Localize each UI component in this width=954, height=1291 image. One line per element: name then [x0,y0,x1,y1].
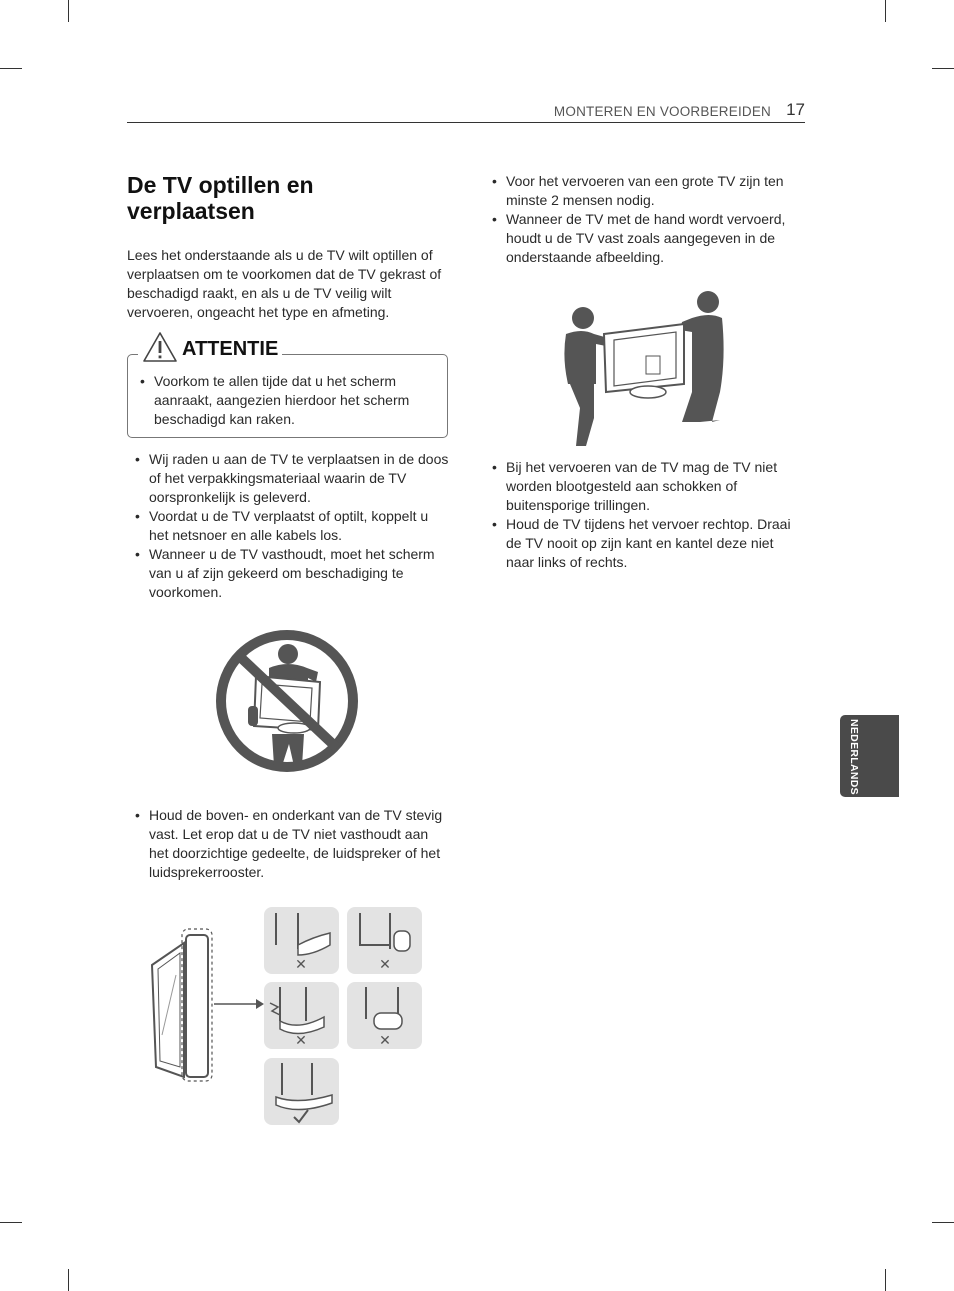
grip-positions-illustration [148,905,428,1130]
page-number: 17 [786,100,805,119]
list-item: • Wanneer de TV met de hand wordt vervoerd, houdt u de TV vast zoals aangegeven in de onderstaande afbeelding. [492,210,802,267]
grip-panel-correct [264,1058,339,1125]
crop-mark [68,1269,69,1291]
crop-mark [885,1269,886,1291]
list-item: • Voordat u de TV verplaatst of optilt, koppelt u het netsnoer en alle kabels los. [135,507,450,545]
attention-label: ATTENTIE [182,338,279,360]
two-person-carry-illustration [560,288,730,448]
grip-panel-wrong-3 [264,982,339,1049]
crop-mark [0,1222,22,1223]
grip-panel-wrong-4 [347,982,422,1049]
section-title: MONTEREN EN VOORBEREIDEN [553,104,771,119]
list-item: • Houd de TV tijdens het vervoer rechtop. Draai de TV nooit op zijn kant en kantel deze niet naar links of rechts. [492,515,802,572]
grip-panel-wrong-1 [264,907,339,974]
crop-mark [68,0,69,22]
page-header [127,100,805,123]
language-tab [840,715,899,797]
list-item: • Wij raden u aan de TV te verplaatsen in de doos of het verpakkingsmateriaal waarin de TV oorspronkelijk is geleverd. [135,450,450,507]
handling-list [135,450,450,602]
crop-mark [932,68,954,69]
page-title: De TV optillen en verplaatsen [127,172,314,224]
list-item: • Bij het vervoeren van de TV mag de TV niet worden blootgesteld aan schokken of buitensporige trillingen. [492,458,802,515]
list-item: • Voorkom te allen tijde dat u het scherm aanraakt, aangezien hierdoor het scherm beschadigd kan raken. [140,372,440,429]
wrong-carry-illustration [212,626,362,776]
crop-mark [932,1222,954,1223]
grip-panel-wrong-2 [347,907,422,974]
warning-triangle-icon [142,331,178,363]
transport-list [492,458,802,572]
intro-paragraph: Lees het onderstaande als u de TV wilt optillen of verplaatsen om te voorkomen dat de TV gekrast of beschadigd raakt, en als u de TV veilig wilt vervoeren, ongeacht het type en afmeting. [127,247,442,320]
svg-text:✕: ✕ [379,1033,391,1049]
attention-list [140,372,440,429]
list-item: • Voor het vervoeren van een grote TV zijn ten minste 2 mensen nodig. [492,172,802,210]
crop-mark [0,68,22,69]
carrying-list [492,172,802,267]
list-item: • Houd de boven- en onderkant van de TV stevig vast. Let erop dat u de TV niet vasthoudt aan het doorzichtige gedeelte, de luidspreker of het luidsprekerrooster. [135,806,450,882]
attention-header [138,329,282,363]
language-tab-label: NEDERLANDS [848,719,860,795]
crop-mark [885,0,886,22]
svg-text:✕: ✕ [379,957,391,973]
attention-box [127,338,448,438]
list-item: • Wanneer u de TV vasthoudt, moet het scherm van u af zijn gekeerd om beschadiging te voorkomen. [135,545,450,602]
grip-instructions-list [135,806,450,882]
svg-text:✕: ✕ [295,1033,307,1049]
svg-text:✕: ✕ [295,957,307,973]
